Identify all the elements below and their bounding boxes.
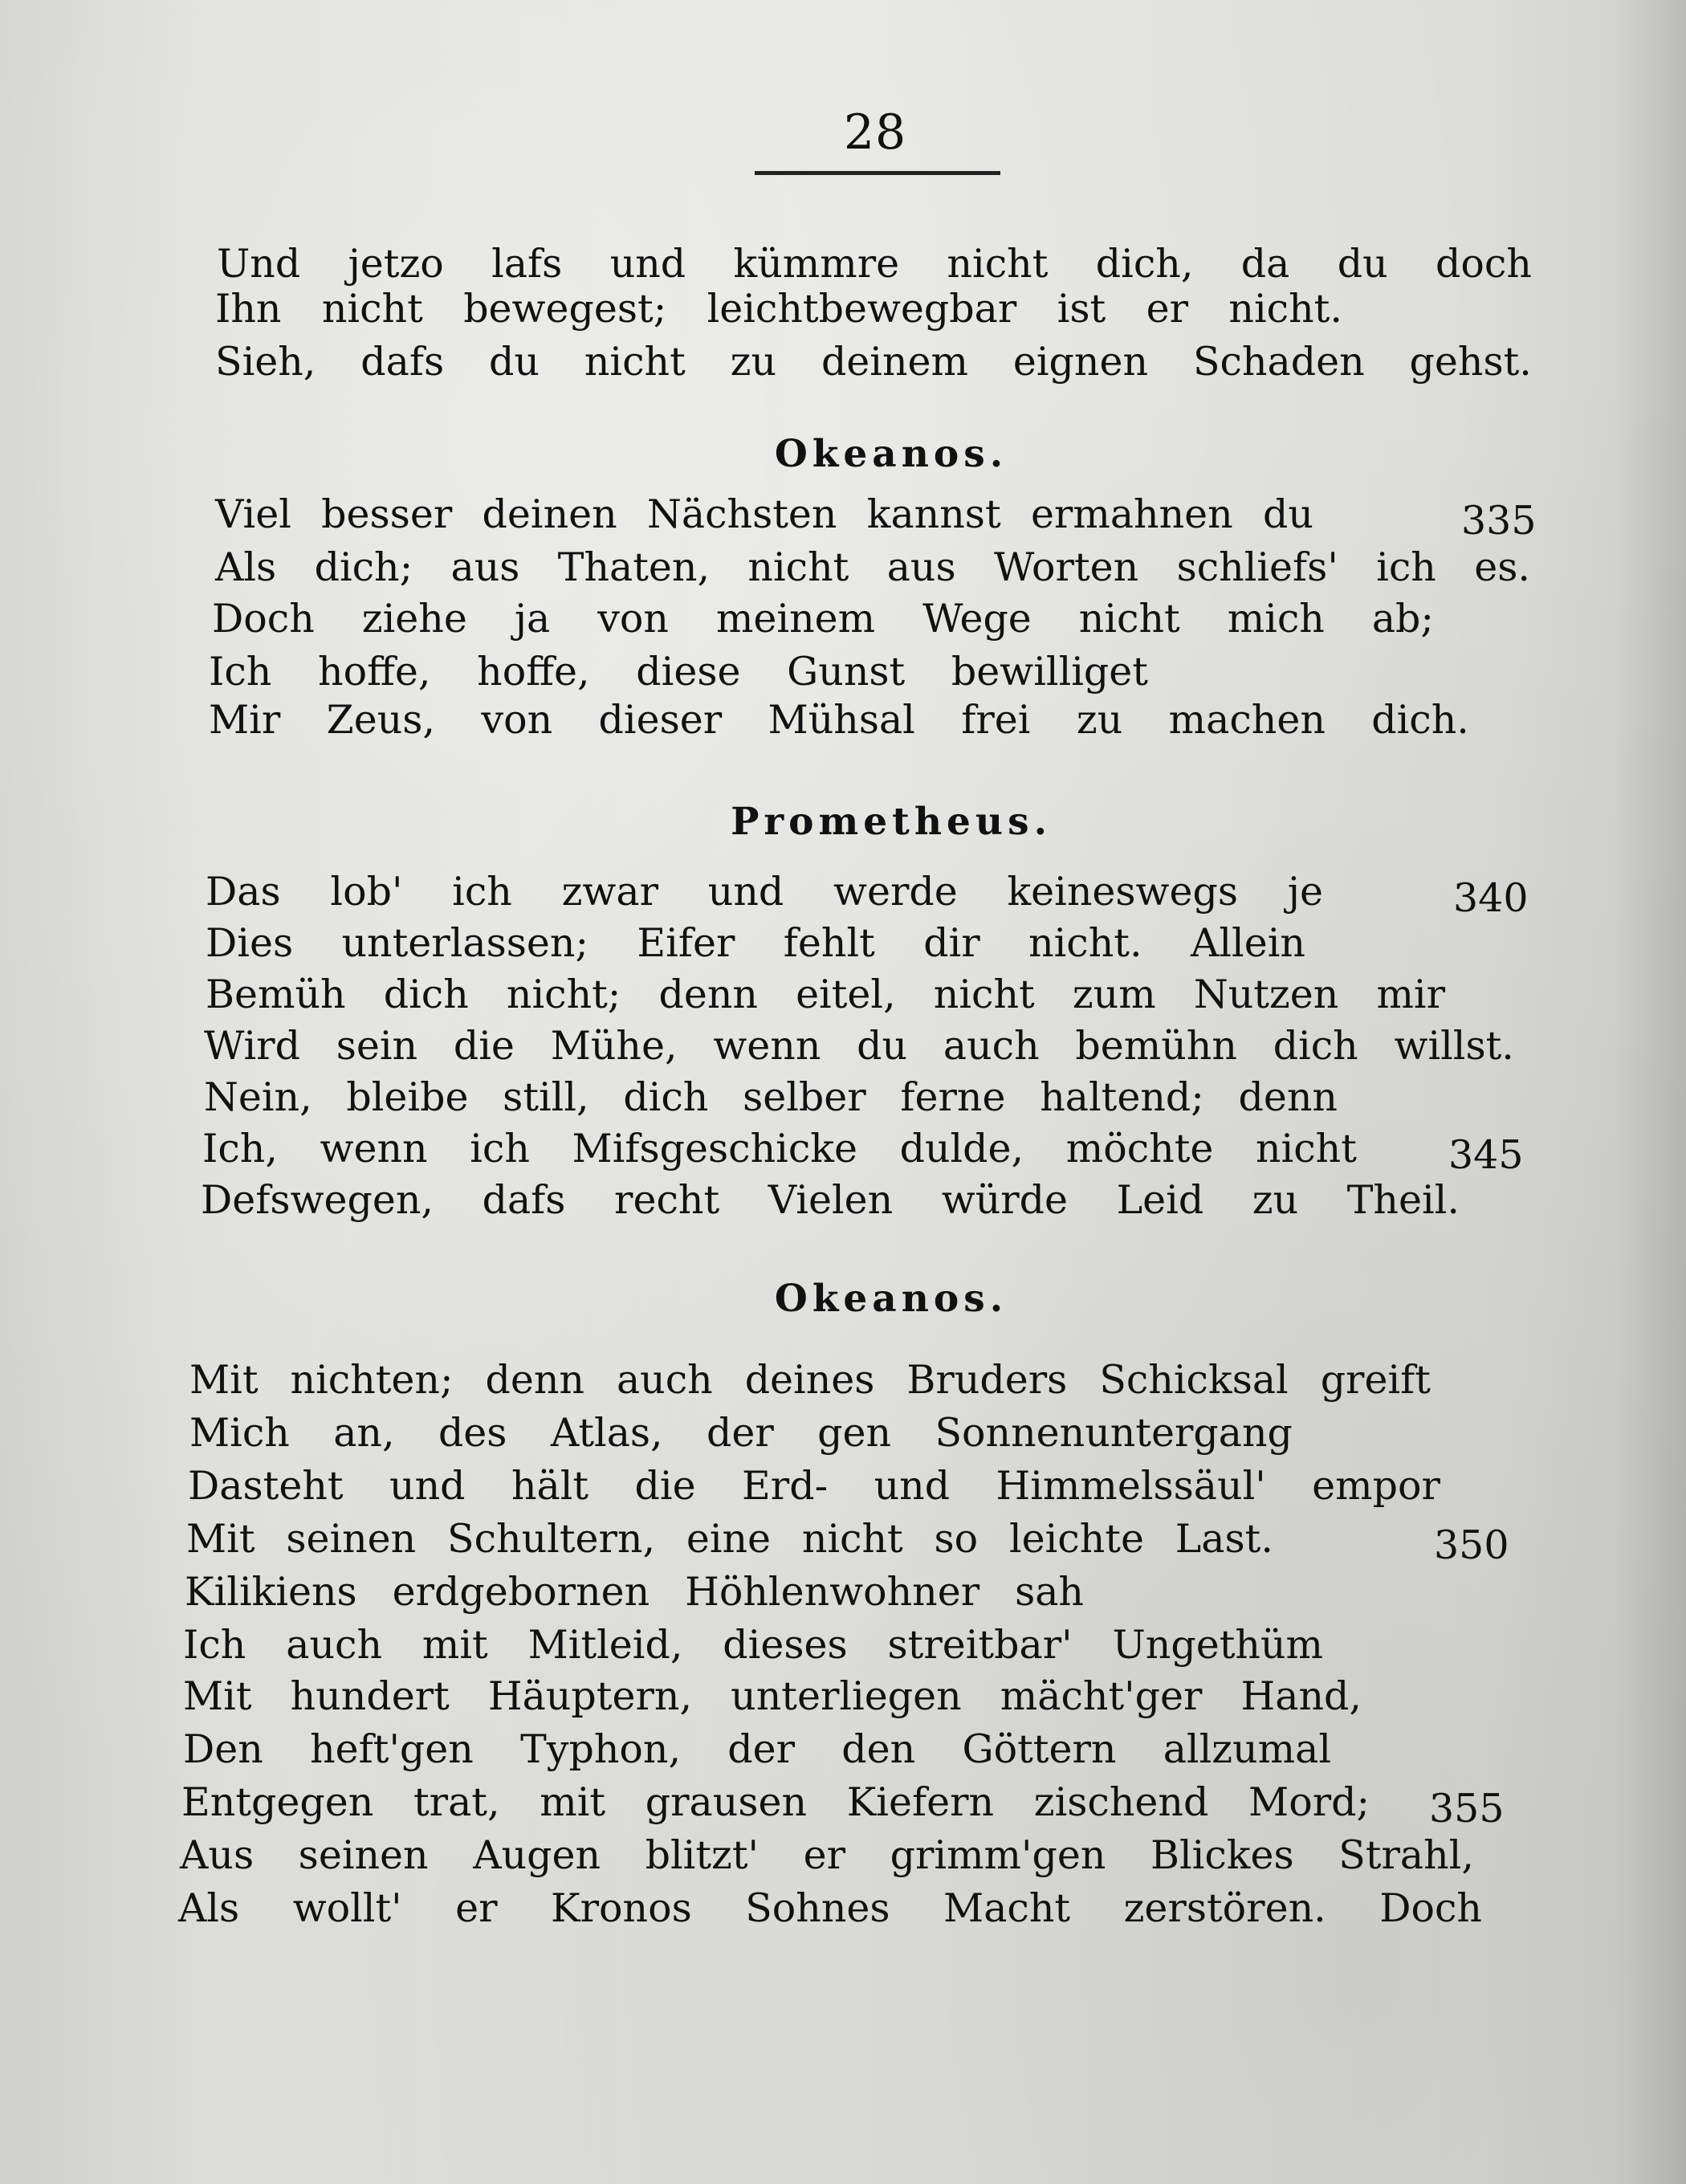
verse-line <box>202 1126 1357 1182</box>
verse-word: nicht <box>947 241 1049 287</box>
verse-word: er <box>455 1885 498 1931</box>
page-edge-shadow <box>1614 0 1686 2184</box>
speaker-heading: Okeanos. <box>774 432 1008 476</box>
verse-word: dich <box>623 1074 709 1120</box>
verse-word: dich, <box>1095 241 1194 287</box>
verse-word: auch <box>616 1357 713 1403</box>
verse-line <box>183 1622 1323 1678</box>
verse-word: du <box>1337 241 1388 287</box>
verse-word: hoffe, <box>477 649 590 695</box>
verse-word: wenn <box>320 1126 428 1171</box>
verse-word: deines <box>744 1357 875 1403</box>
verse-word: zu <box>730 339 777 385</box>
verse-word: Ihn <box>215 286 282 332</box>
verse-word: Mich <box>189 1410 290 1456</box>
verse-word: Mit <box>183 1673 252 1719</box>
verse-word: auch <box>943 1023 1040 1069</box>
verse-word: erdgebornen <box>392 1569 650 1615</box>
verse-word: trat, <box>413 1779 500 1825</box>
verse-word: Zeus, <box>326 697 435 743</box>
verse-word: nicht <box>1078 596 1180 642</box>
verse-word: blitzt' <box>645 1832 760 1878</box>
verse-line <box>212 596 1434 652</box>
verse-word: Nächsten <box>647 491 837 537</box>
verse-line <box>204 1023 1514 1079</box>
verse-word: dich; <box>314 544 413 590</box>
verse-word: nicht <box>321 286 423 332</box>
verse-word: leichte <box>1008 1516 1144 1562</box>
verse-word: deinen <box>482 491 617 537</box>
verse-word: heft'gen <box>310 1726 474 1772</box>
verse-line <box>189 1410 1293 1466</box>
verse-word: Sonnenuntergang <box>935 1410 1293 1456</box>
verse-word: seinen <box>298 1832 429 1878</box>
page-number: 28 <box>843 104 907 161</box>
verse-word: Last. <box>1175 1516 1273 1562</box>
verse-word: Hand, <box>1240 1673 1362 1719</box>
verse-word: wollt' <box>292 1885 402 1931</box>
verse-word: nicht <box>933 972 1035 1017</box>
speaker-heading: Okeanos. <box>774 1277 1008 1321</box>
verse-word: lafs <box>491 241 563 287</box>
verse-word: es. <box>1474 544 1530 590</box>
verse-word: des <box>438 1410 507 1456</box>
verse-word: sah <box>1015 1569 1084 1615</box>
verse-word: Häuptern, <box>487 1673 693 1719</box>
verse-word: so <box>934 1516 979 1562</box>
verse-word: fehlt <box>783 920 875 966</box>
verse-word: doch <box>1436 241 1532 287</box>
verse-word: Ich <box>183 1622 246 1668</box>
verse-word: nicht <box>747 544 849 590</box>
verse-word: ab; <box>1371 596 1434 642</box>
verse-word: nicht <box>1256 1126 1357 1171</box>
verse-word: Wird <box>204 1023 300 1069</box>
speaker-heading: Prometheus. <box>731 800 1052 844</box>
header-rule <box>755 171 1000 175</box>
line-number: 340 <box>1453 875 1529 921</box>
verse-line <box>178 1885 1482 1942</box>
verse-word: denn <box>1238 1074 1338 1120</box>
verse-word: machen <box>1168 697 1326 743</box>
line-number: 350 <box>1434 1522 1509 1568</box>
verse-word: Mord; <box>1248 1779 1370 1825</box>
verse-line <box>215 544 1530 601</box>
verse-word: Höhlenwohner <box>685 1569 980 1615</box>
verse-word: Dasteht <box>188 1463 344 1509</box>
verse-word: Wege <box>922 596 1032 642</box>
verse-line <box>206 869 1323 925</box>
verse-word: Mühe, <box>550 1023 678 1069</box>
verse-word: je <box>1287 869 1323 915</box>
verse-word: ermahnen <box>1030 491 1233 537</box>
verse-line <box>186 1516 1273 1572</box>
verse-line <box>201 1177 1460 1233</box>
verse-line <box>215 286 1342 342</box>
verse-word: leichtbewegbar <box>707 286 1017 332</box>
verse-word: und <box>707 869 784 915</box>
verse-word: Strahl, <box>1338 1832 1474 1878</box>
verse-word: die <box>634 1463 696 1509</box>
verse-word: bewilliget <box>951 649 1148 695</box>
verse-word: willst. <box>1394 1023 1514 1069</box>
verse-word: keineswegs <box>1007 869 1239 915</box>
verse-word: Erd- <box>742 1463 829 1509</box>
verse-word: von <box>481 697 553 743</box>
verse-word: mit <box>422 1622 488 1668</box>
verse-word: Göttern <box>962 1726 1117 1772</box>
verse-word: besser <box>321 491 453 537</box>
verse-word: Den <box>183 1726 263 1772</box>
verse-word: gen <box>817 1410 892 1456</box>
verse-line <box>209 697 1469 753</box>
verse-word: du <box>1263 491 1313 537</box>
verse-word: dich <box>1273 1023 1358 1069</box>
verse-word: bewegest; <box>463 286 667 332</box>
verse-word: Kronos <box>551 1885 692 1931</box>
verse-word: Sohnes <box>745 1885 890 1931</box>
verse-word: dieses <box>723 1622 848 1668</box>
verse-word: Doch <box>1379 1885 1482 1931</box>
verse-word: frei <box>961 697 1031 743</box>
verse-word: mächt'ger <box>1000 1673 1203 1719</box>
verse-word: dafs <box>360 339 445 385</box>
verse-word: Ungethüm <box>1112 1622 1323 1668</box>
verse-word: ja <box>514 596 551 642</box>
verse-word: dir <box>923 920 980 966</box>
verse-word: Sieh, <box>215 339 316 385</box>
verse-word: meinem <box>715 596 876 642</box>
line-number: 355 <box>1429 1786 1505 1832</box>
verse-word: selber <box>743 1074 866 1120</box>
verse-word: von <box>597 596 669 642</box>
verse-word: Als <box>215 544 277 590</box>
verse-word: zerstören. <box>1123 1885 1326 1931</box>
verse-word: du <box>857 1023 908 1069</box>
verse-word: ich <box>470 1126 530 1171</box>
verse-word: wenn <box>713 1023 821 1069</box>
verse-word: Augen <box>473 1832 601 1878</box>
verse-word: dieser <box>598 697 723 743</box>
verse-word: denn <box>485 1357 584 1403</box>
verse-word: mir <box>1376 972 1445 1017</box>
verse-word: ziehe <box>361 596 467 642</box>
verse-word: zischend <box>1033 1779 1209 1825</box>
verse-word: grausen <box>645 1779 808 1825</box>
verse-line <box>206 972 1445 1028</box>
verse-word: still, <box>503 1074 589 1120</box>
verse-line <box>188 1463 1440 1519</box>
verse-word: da <box>1240 241 1290 287</box>
verse-word: Doch <box>212 596 315 642</box>
verse-word: Mitleid, <box>527 1622 683 1668</box>
verse-word: ich <box>1376 544 1436 590</box>
verse-word: Leid <box>1116 1177 1204 1223</box>
verse-word: eitel, <box>796 972 896 1017</box>
verse-word: Nein, <box>204 1074 312 1120</box>
verse-word: mich <box>1227 596 1325 642</box>
verse-word: eignen <box>1012 339 1149 385</box>
verse-word: hält <box>511 1463 589 1509</box>
verse-word: diese <box>636 649 741 695</box>
verse-word: auch <box>286 1622 383 1668</box>
verse-word: und <box>874 1463 951 1509</box>
verse-word: Worten <box>993 544 1139 590</box>
verse-word: unterlassen; <box>341 920 588 966</box>
verse-word: Theil. <box>1346 1177 1460 1223</box>
verse-word: aus <box>450 544 520 590</box>
verse-word: denn <box>658 972 758 1017</box>
verse-word: möchte <box>1065 1126 1214 1171</box>
verse-word: an, <box>333 1410 395 1456</box>
verse-line <box>215 339 1532 395</box>
verse-word: Viel <box>215 491 291 537</box>
verse-word: hundert <box>290 1673 450 1719</box>
verse-word: Himmelssäul' <box>996 1463 1266 1509</box>
verse-word: Mit <box>186 1516 255 1562</box>
verse-word: haltend; <box>1040 1074 1204 1120</box>
verse-word: nichten; <box>290 1357 454 1403</box>
verse-word: Defswegen, <box>201 1177 434 1223</box>
verse-word: jetzo <box>348 241 444 287</box>
verse-word: greift <box>1320 1357 1431 1403</box>
verse-line <box>183 1673 1362 1730</box>
verse-word: Mühsal <box>768 697 915 743</box>
verse-word: ist <box>1057 286 1106 332</box>
line-number: 345 <box>1448 1132 1524 1178</box>
verse-word: den <box>841 1726 916 1772</box>
verse-word: Das <box>206 869 281 915</box>
verse-word: zwar <box>561 869 659 915</box>
verse-word: Schultern, <box>447 1516 656 1562</box>
verse-word: Macht <box>943 1885 1071 1931</box>
verse-word: Kiefern <box>846 1779 995 1825</box>
verse-line <box>189 1357 1431 1413</box>
verse-word: seinen <box>286 1516 417 1562</box>
verse-word: Mir <box>209 697 281 743</box>
verse-word: zu <box>1252 1177 1299 1223</box>
verse-word: nicht <box>801 1516 903 1562</box>
verse-word: kannst <box>866 491 1001 537</box>
verse-word: werde <box>833 869 958 915</box>
verse-word: Eifer <box>637 920 735 966</box>
verse-word: die <box>453 1023 515 1069</box>
verse-word: Ich, <box>202 1126 278 1171</box>
verse-word: Kilikiens <box>185 1569 357 1615</box>
line-number: 335 <box>1461 498 1537 544</box>
verse-word: Als <box>178 1885 240 1931</box>
verse-word: würde <box>941 1177 1069 1223</box>
verse-word: Atlas, <box>550 1410 663 1456</box>
verse-word: ferne <box>900 1074 1006 1120</box>
verse-word: zu <box>1076 697 1123 743</box>
verse-word: dich <box>383 972 469 1017</box>
verse-word: der <box>727 1726 796 1772</box>
verse-word: Vielen <box>768 1177 894 1223</box>
verse-word: dulde, <box>899 1126 1024 1171</box>
verse-word: Blickes <box>1150 1832 1294 1878</box>
verse-word: kümmre <box>733 241 900 287</box>
verse-line <box>180 1832 1474 1889</box>
verse-line <box>185 1569 1084 1625</box>
verse-word: schliefs' <box>1176 544 1338 590</box>
verse-word: deinem <box>821 339 968 385</box>
verse-word: gehst. <box>1409 339 1532 385</box>
verse-word: lob' <box>330 869 403 915</box>
verse-word: Thaten, <box>557 544 711 590</box>
verse-word: aus <box>886 544 956 590</box>
verse-word: Bruders <box>906 1357 1068 1403</box>
verse-word: Schaden <box>1192 339 1365 385</box>
verse-word: nicht. <box>1228 286 1342 332</box>
verse-word: Gunst <box>787 649 906 695</box>
verse-word: und <box>609 241 686 287</box>
verse-word: bemühn <box>1075 1023 1237 1069</box>
verse-word: Ich <box>209 649 272 695</box>
verse-word: dich. <box>1371 697 1469 743</box>
verse-word: und <box>389 1463 466 1509</box>
verse-word: ich <box>452 869 512 915</box>
verse-word: nicht; <box>506 972 621 1017</box>
verse-word: mit <box>540 1779 606 1825</box>
verse-line <box>206 920 1305 976</box>
verse-word: der <box>707 1410 774 1456</box>
verse-word: empor <box>1312 1463 1440 1509</box>
verse-line <box>181 1779 1370 1836</box>
verse-line <box>215 491 1313 548</box>
verse-word: recht <box>614 1177 720 1223</box>
verse-word: er <box>1146 286 1189 332</box>
verse-word: allzumal <box>1163 1726 1331 1772</box>
verse-word: Mit <box>189 1357 259 1403</box>
verse-word: dafs <box>482 1177 566 1223</box>
verse-word: Allein <box>1190 920 1305 966</box>
verse-word: Bemüh <box>206 972 346 1017</box>
verse-word: nicht <box>584 339 686 385</box>
verse-word: eine <box>686 1516 772 1562</box>
verse-word: unterliegen <box>731 1673 962 1719</box>
verse-word: Und <box>217 241 301 287</box>
verse-word: Aus <box>180 1832 255 1878</box>
verse-word: bleibe <box>346 1074 469 1120</box>
verse-word: grimm'gen <box>890 1832 1106 1878</box>
verse-word: Typhon, <box>520 1726 682 1772</box>
verse-line <box>204 1074 1338 1131</box>
verse-word: Dies <box>206 920 294 966</box>
verse-word: er <box>803 1832 846 1878</box>
verse-word: du <box>489 339 540 385</box>
verse-word: hoffe, <box>318 649 431 695</box>
verse-word: Entgegen <box>181 1779 374 1825</box>
verse-word: Nutzen <box>1193 972 1339 1017</box>
verse-word: streitbar' <box>887 1622 1073 1668</box>
verse-line <box>183 1726 1331 1783</box>
verse-word: Mifsgeschicke <box>572 1126 857 1171</box>
verse-word: sein <box>336 1023 418 1069</box>
verse-word: zum <box>1072 972 1156 1017</box>
verse-word: nicht. <box>1028 920 1142 966</box>
verse-word: Schicksal <box>1099 1357 1289 1403</box>
